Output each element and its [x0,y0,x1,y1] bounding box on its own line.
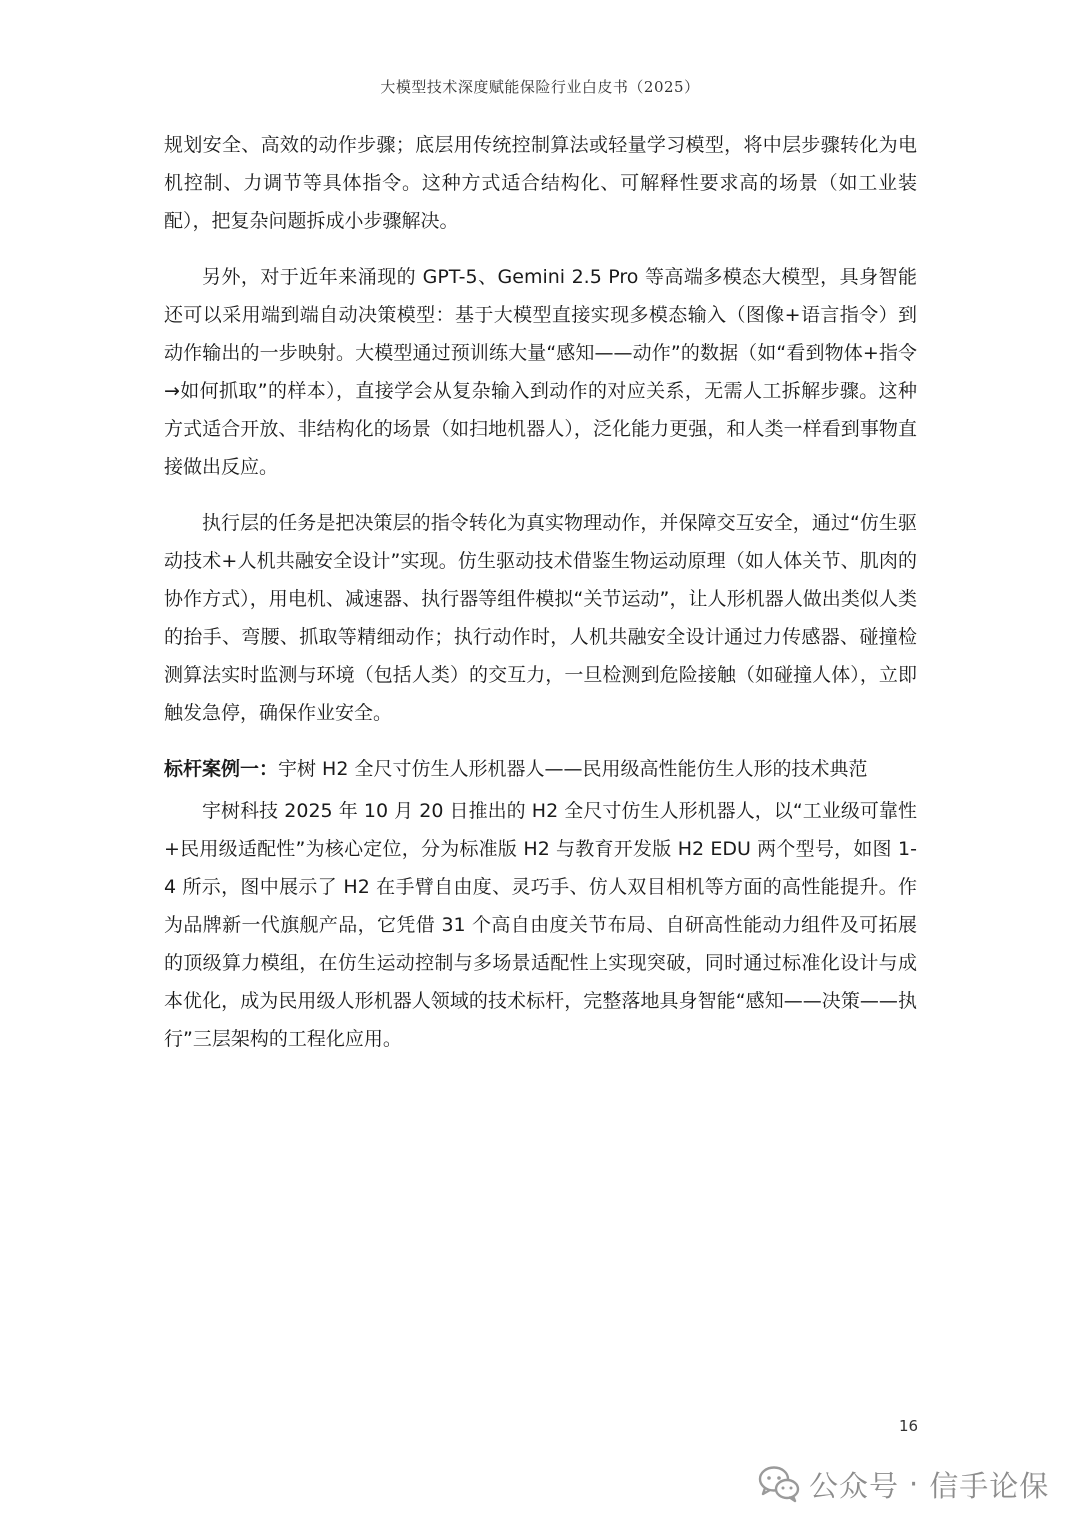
paragraph-decision-layer-continued: 规划安全、高效的动作步骤；底层用传统控制算法或轻量学习模型，将中层步骤转化为电机控制、力调节等具体指令。这种方式适合结构化、可解释性要求高的场景（如工业装配），把复杂问题拆成小步骤解决。 [164,134,917,232]
watermark [757,1457,1049,1511]
watermark-account-name: 信手论保 [929,1468,1050,1503]
wechat-icon [757,1464,801,1504]
case-heading [164,750,917,788]
case-heading-title: 宇树 H2 全尺寸仿生人形机器人——民用级高性能仿生人形的技术典范 [278,758,868,780]
paragraph-end-to-end-model: 另外，对于近年来涌现的 GPT-5、Gemini 2.5 Pro 等高端多模态大模型，具身智能还可以采用端到端自动决策模型：基于大模型直接实现多模态输入（图像+语言指令）到动作输出的一步映射。大模型通过预训练大量“感知——动作”的数据（如“看到物体+指令→如何抓取”的样本），直接学会从复杂输入到动作的对应关系，无需人工拆解步骤。这种方式适合开放、非结构化的场景（如扫地机器人），泛化能力更强，和人类一样看到事物直接做出反应。 [164,266,917,478]
running-header: 大模型技术深度赋能保险行业白皮书（2025） [380,78,700,96]
paragraph-execution-layer: 执行层的任务是把决策层的指令转化为真实物理动作，并保障交互安全，通过“仿生驱动技术+人机共融安全设计”实现。仿生驱动技术借鉴生物运动原理（如人体关节、肌肉的协作方式），用电机、减速器、执行器等组件模拟“关节运动”，让人形机器人做出类似人类的抬手、弯腰、抓取等精细动作；执行动作时，人机共融安全设计通过力传感器、碰撞检测算法实时监测与环境（包括人类）的交互力，一旦检测到危险接触（如碰撞人体），立即触发急停，确保作业安全。 [164,512,917,724]
watermark-account-type: 公众号 [809,1468,900,1503]
case-heading-label: 标杆案例一： [164,758,279,780]
paragraph-unitree-h2: 宇树科技 2025 年 10 月 20 日推出的 H2 全尺寸仿生人形机器人，以“工业级可靠性+民用级适配性”为核心定位，分为标准版 H2 与教育开发版 H2 EDU 两个型号，如图 1-4 所示，图中展示了 H2 在手臂自由度、灵巧手、仿人双目相机等方面的高性能提升。作为品牌新一代旗舰产品，它凭借 31 个高自由度关节布局、自研高性能动力组件及可拓展的顶级算力模组，在仿生运动控制与多场景适配性上实现突破，同时通过标准化设计与成本优化，成为民用级人形机器人领域的技术标杆，完整落地具身智能“感知——决策——执行”三层架构的工程化应用。 [164,800,917,1050]
page-number: 16 [899,1417,919,1435]
watermark-separator: · [909,1467,920,1501]
document-body [164,126,917,1076]
